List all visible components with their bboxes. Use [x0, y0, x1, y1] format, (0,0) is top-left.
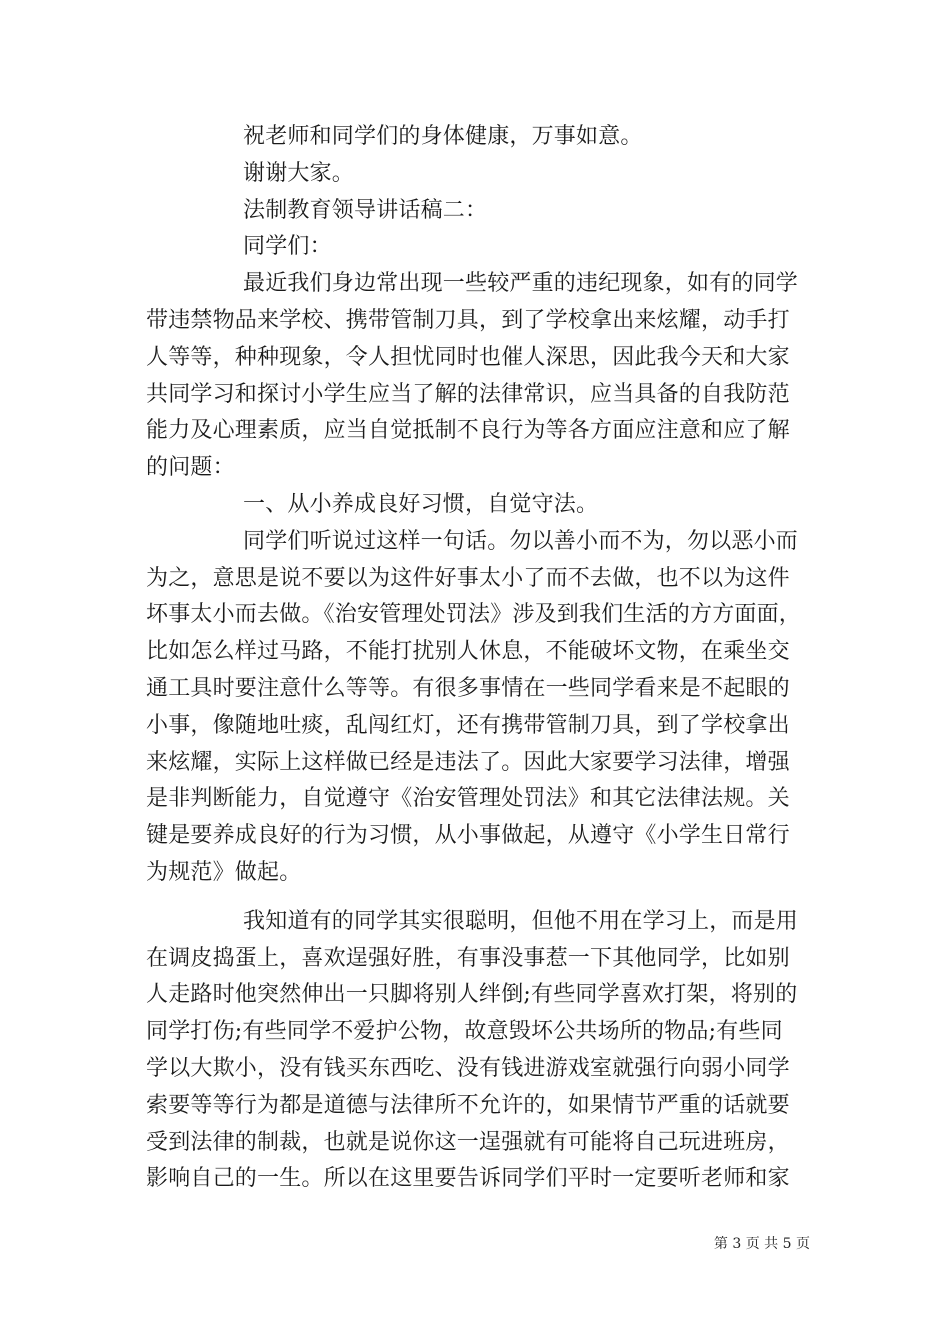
paragraph-line: 最近我们身边常出现一些较严重的违纪现象，如有的同学 [243, 271, 799, 297]
salutation: 同学们： [243, 234, 332, 260]
paragraph-line: 同学们听说过这样一句话。勿以善小而不为，勿以恶小而 [243, 528, 799, 554]
paragraph-line: 比如怎么样过马路，不能打扰别人休息，不能破坏文物，在乘坐交 [146, 639, 790, 665]
paragraph-line: 人走路时他突然伸出一只脚将别人绊倒;有些同学喜欢打架，将别的 [146, 982, 798, 1008]
paragraph-line: 能力及心理素质，应当自觉抵制不良行为等各方面应注意和应了解 [146, 418, 790, 444]
paragraph-line: 键是要养成良好的行为习惯，从小事做起，从遵守《小学生日常行 [146, 823, 790, 849]
paragraph-line: 的问题： [146, 455, 235, 481]
paragraph-line: 同学打伤;有些同学不爱护公物，故意毁坏公共场所的物品;有些同 [146, 1019, 783, 1045]
paragraph-closing-wish: 祝老师和同学们的身体健康，万事如意。 [243, 124, 643, 149]
paragraph-line: 共同学习和探讨小学生应当了解的法律常识，应当具备的自我防范 [146, 381, 790, 407]
paragraph-line: 在调皮捣蛋上，喜欢逞强好胜，有事没事惹一下其他同学，比如别 [146, 945, 790, 971]
paragraph-gap [146, 892, 806, 904]
paragraph-line: 受到法律的制裁，也就是说你这一逞强就有可能将自己玩进班房， [146, 1129, 790, 1155]
paragraph-line: 带违禁物品来学校、携带管制刀具，到了学校拿出来炫耀，动手打 [146, 307, 790, 333]
document-body [146, 119, 806, 1198]
paragraph-line: 为之，意思是说不要以为这件好事太小了而不去做，也不以为这件 [146, 565, 790, 591]
paragraph-line: 坏事太小而去做。《治安管理处罚法》涉及到我们生活的方方面面， [146, 602, 802, 628]
paragraph-line: 学以大欺小，没有钱买东西吃、没有钱进游戏室就强行向弱小同学 [146, 1055, 790, 1081]
paragraph-line: 小事，像随地吐痰，乱闯红灯，还有携带管制刀具，到了学校拿出 [146, 712, 790, 738]
paragraph-line: 为规范》做起。 [146, 859, 302, 885]
paragraph-line: 人等等，种种现象，令人担忧同时也催人深思，因此我今天和大家 [146, 344, 790, 370]
paragraph-line: 是非判断能力，自觉遵守《治安管理处罚法》和其它法律法规。关 [146, 786, 790, 812]
paragraph-line: 来炫耀，实际上这样做已经是违法了。因此大家要学习法律，增强 [146, 749, 790, 775]
paragraph-thanks: 谢谢大家。 [243, 160, 355, 186]
paragraph-line: 索要等等行为都是道德与法律所不允许的，如果情节严重的话就要 [146, 1092, 790, 1118]
paragraph-line: 我知道有的同学其实很聪明，但他不用在学习上，而是用 [243, 908, 799, 934]
paragraph-line: 通工具时要注意什么等等。有很多事情在一些同学看来是不起眼的 [146, 675, 790, 701]
section-heading: 法制教育领导讲话稿二： [243, 197, 488, 223]
page-number: 第 3 页 共 5 页 [713, 1236, 810, 1252]
paragraph-line: 影响自己的一生。所以在这里要告诉同学们平时一定要听老师和家 [146, 1166, 790, 1192]
subsection-heading: 一、从小养成良好习惯，自觉守法。 [243, 491, 599, 517]
